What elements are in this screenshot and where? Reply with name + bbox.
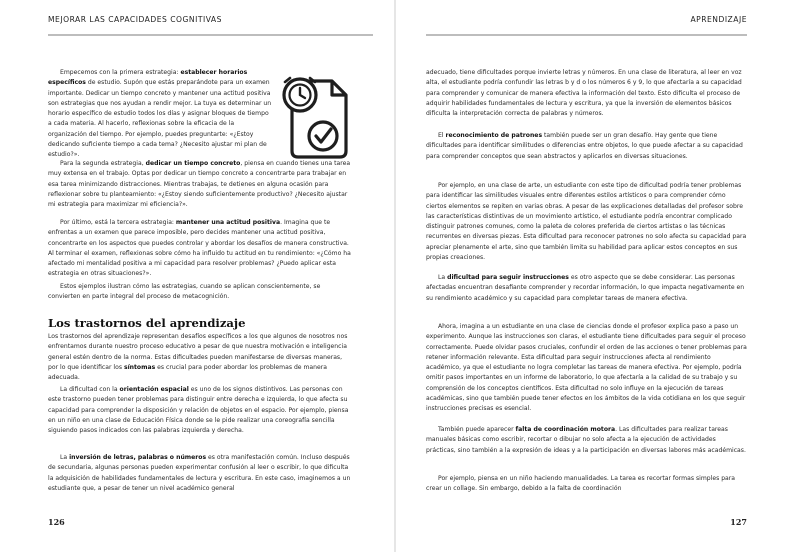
paragraph-art-example: Por ejemplo, en una clase de arte, un estudiante con este tipo de dificultad podría tener problemas para identificar las similitudes visuales entre diferentes estilos artísticos o para comprender cómo ciertos elementos se repiten en varias obras. A pesar de las explicaciones detalladas del profesor sobre las características distintivas de un movimiento artístico, el estudiante podría encontrar complicado distinguir patrones comunes, como la paleta de colores preferida de ciertos artistas o las técnicas recurrentes en diversas piezas. Esta dificultad para reconocer patrones no solo afecta su capacidad para apreciar plenamente el arte, sino que también limita su habilidad para aplicar estos conceptos en sus propias creaciones.: [426, 182, 747, 262]
page-number-right: 127: [730, 517, 747, 527]
right-page: [396, 0, 791, 552]
header-rule: [426, 34, 747, 36]
running-head-right: APRENDIZAJE: [690, 15, 747, 24]
paragraph-strategy-1: Empecemos con la primera estrategia: establecer horarios específicos de estudio. Supón que estás preparándote para un examen importante. Dedicar un tiempo concreto y mantener una actitud positiva son estrategias que nos ayudan a rendir mejor. La tuya es determinar un horario específico de estudio todos los días y asignar bloques de tiempo a cada materia. Al hacerlo, reflexionas sobre la eficacia de la organización del tiempo. Por ejemplo, puedes preguntarte: «¿Estoy dedicando suficiente tiempo a cada tema? ¿Necesito ajustar mi plan de estudio?».: [48, 69, 272, 159]
page-number-left: 126: [48, 517, 65, 527]
paragraph-strategy-2: Para la segunda estrategia, dedicar un tiempo concreto, piensa en cuando tienes una tarea muy extensa en el trabajo. Optas por dedicar un tiempo concreto a concentrarte para trabajar en esa tarea minimizando distracciones. Mientras trabajas, te detienes en alguna ocasión para reflexionar sobre tu planteamiento: «¿Estoy siendo suficientemente productivo? ¿Necesito ajustar mi estrategia para maximizar mi eficiencia?».: [48, 160, 351, 209]
section-heading: Los trastornos del aprendizaje: [48, 316, 246, 330]
paragraph-pattern-recognition: El reconocimiento de patrones también puede ser un gran desafío. Hay gente que tiene dificultades para identificar similitudes o diferencias entre objetos, lo que puede afectar a su capacidad para comprender conceptos que sean abstractos y aplicarlos en diversas situaciones.: [426, 132, 743, 160]
running-head-left: MEJORAR LAS CAPACIDADES COGNITIVAS: [48, 15, 222, 24]
paragraph-spatial-orientation: La dificultad con la orientación espacial es uno de los signos distintivos. Las personas con este trastorno pueden tener problemas para distinguir entre derecha e izquierda, lo que afecta su capacidad para comprender la disposición y relación de objetos en el espacio. Por ejemplo, piensa en un niño en una clase de Educación Física donde se le pide realizar una coreografía sencilla siguiendo pasos indicados con las palabras izquierda y derecha.: [48, 386, 349, 435]
header-rule: [48, 34, 373, 36]
paragraph-motor-coordination: También puede aparecer falta de coordinación motora. Las dificultades para realizar tareas manuales básicas como escribir, recortar o dibujar no solo afecta a la ejecución de actividades prácticas, sino también a la expresión de ideas y a la participación en diversas labores más académicas.: [426, 426, 746, 454]
paragraph-following-instructions: La dificultad para seguir instrucciones es otro aspecto que se debe considerar. Las personas afectadas encuentran desafiante comprender y recordar información, lo que impacta negativamente en su rendimiento académico y su capacidad para completar tareas de manera efectiva.: [426, 274, 745, 302]
paragraph-science-example: Ahora, imagina a un estudiante en una clase de ciencias donde el profesor explica paso a paso un experimento. Aunque las instrucciones son claras, el estudiante tiene dificultades para seguir el proceso correctamente. Puede olvidar pasos cruciales, confundir el orden de las acciones o tener problemas para retener información relevante. Esta dificultad para seguir instrucciones afecta al rendimiento académico, ya que el estudiante no logra completar las tareas de manera efectiva. Por ejemplo, podría omitir pasos importantes en un informe de laboratorio, lo que afectaría a la calidad de su trabajo y su comprensión de los conceptos científicos. Esta dificultad no solo influye en la ejecución de tareas académicas, sino que también puede tener efectos en los ámbitos de la vida cotidiana en los que seguir instrucciones precisas es esencial.: [426, 323, 747, 413]
paragraph-crafts-example: Por ejemplo, piensa en un niño haciendo manualidades. La tarea es recortar formas simples para crear un collage. Sin embargo, debido a la falta de coordinación: [426, 475, 736, 493]
paragraph-intro-disorders: Los trastornos del aprendizaje representan desafíos específicos a los que algunos de nosotros nos enfrentamos durante nuestro proceso educativo a pesar de que nuestra motivación e inteligencia general estén dentro de la norma. Estas dificultades pueden manifestarse de diversas maneras, por lo que identificar los síntomas es crucial para poder abordar los problemas de manera adecuada.: [48, 333, 348, 382]
calendar-clock-check-icon: [282, 73, 354, 165]
paragraph-summary: Estos ejemplos ilustran cómo las estrategias, cuando se aplican conscientemente, se convierten en parte integral del proceso de metacognición.: [48, 283, 321, 301]
paragraph-continuation: adecuado, tiene dificultades porque invierte letras y números. En una clase de literatura, al leer en voz alta, el estudiante podría confundir las letras b y d o los números 6 y 9, lo que afectaría a su capacidad para comprender y comunicar de manera efectiva la información del texto. Esto dificulta el proceso de adquirir habilidades fundamentales de lectura y escritura, ya que la inversión de elementos básicos dificulta la interpretación correcta de palabras y números.: [426, 69, 742, 118]
left-page: [0, 0, 395, 552]
paragraph-letter-inversion: La inversión de letras, palabras o números es otra manifestación común. Incluso después de secundaria, algunas personas pueden experimentar confusión al leer o escribir, lo que dificulta la adquisición de habilidades fundamentales de lectura y escritura. En este caso, imaginemos a un estudiante que, a pesar de tener un nivel académico general: [48, 454, 351, 492]
paragraph-strategy-3: Por último, está la tercera estrategia: mantener una actitud positiva. Imagina que te enfrentas a un examen que parece imposible, pero decides mantener una actitud positiva, concentrarte en los aspectos que puedes controlar y abordar los desafíos de manera constructiva. Al terminar el examen, reflexionas sobre cómo ha influido tu actitud en tu rendimiento: «¿Cómo ha afectado mi mentalidad positiva a mi capacidad para resolver problemas? ¿Puedo aplicar esta estrategia en otras situaciones?».: [48, 219, 351, 278]
